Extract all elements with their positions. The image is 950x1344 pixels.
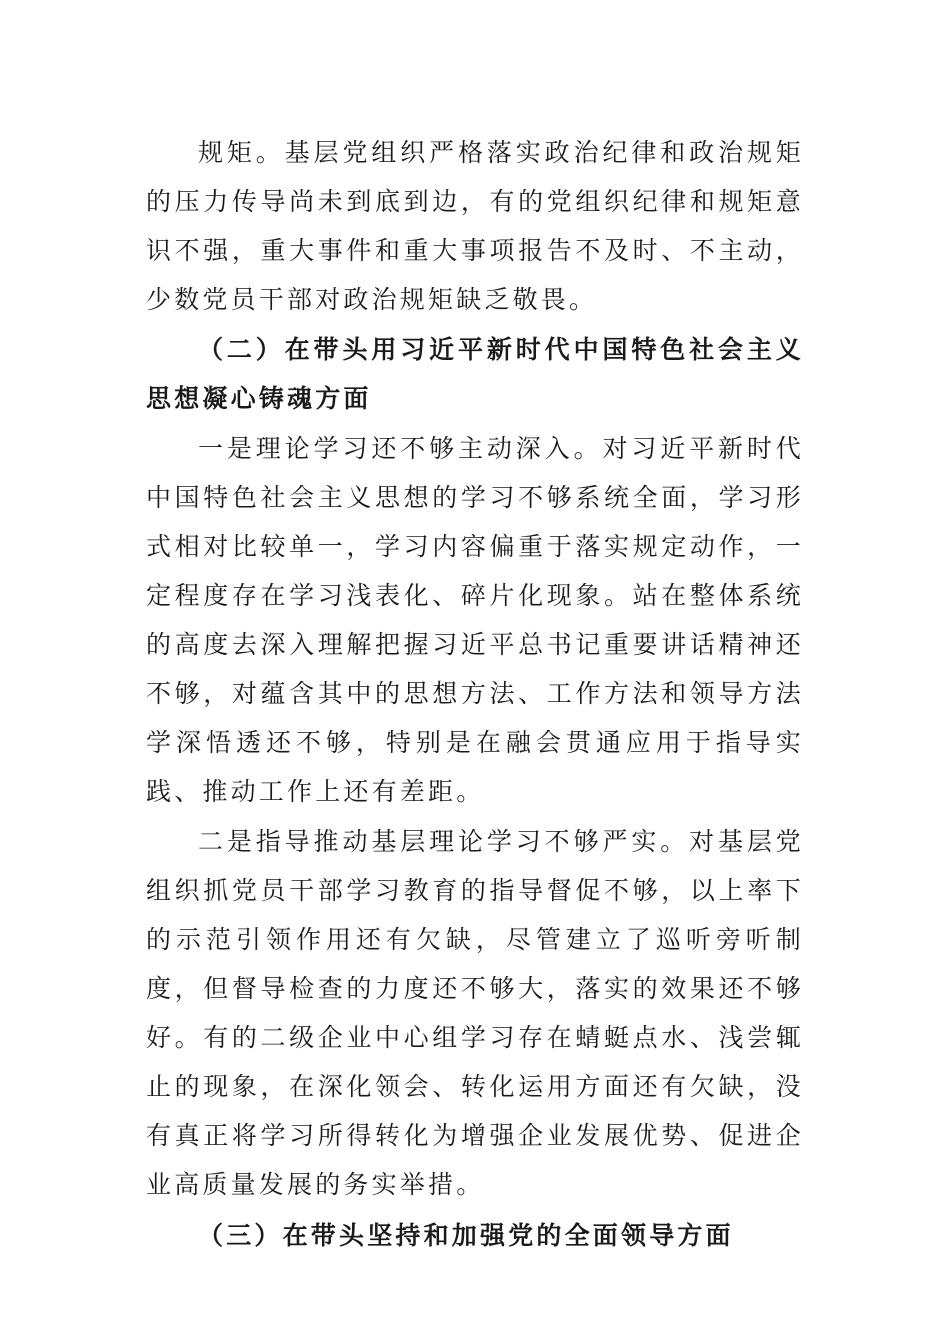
document-page xyxy=(146,128,804,1260)
section-heading-2: （二）在带头用习近平新时代中国特色社会主义思想凝心铸魂方面 xyxy=(146,335,804,413)
paragraph-theory-study: 一是理论学习还不够主动深入。对习近平新时代中国特色社会主义思想的学习不够系统全面，学习形式相对比较单一，学习内容偏重于落实规定动作，一定程度存在学习浅表化、碎片化现象。站在整体系统的高度去深入理解把握习近平总书记重要讲话精神还不够，对蕴含其中的思想方法、工作方法和领导方法学深悟透还不够，特别是在融会贯通应用于指导实践、推动工作上还有差距。 xyxy=(146,434,804,806)
section-heading-3: （三）在带头坚持和加强党的全面领导方面 xyxy=(198,1221,734,1250)
paragraph-grassroots-study: 二是指导推动基层理论学习不够严实。对基层党组织抓党员干部学习教育的指导督促不够，以上率下的示范引领作用还有欠缺，尽管建立了巡听旁听制度，但督导检查的力度还不够大，落实的效果还不够好。有的二级企业中心组学习存在蜻蜓点水、浅尝辄止的现象，在深化领会、转化运用方面还有欠缺，没有真正将学习所得转化为增强企业发展优势、促进企业高质量发展的务实举措。 xyxy=(146,827,804,1199)
paragraph-continuation: 规矩。基层党组织严格落实政治纪律和政治规矩的压力传导尚未到底到边，有的党组织纪律和规矩意识不强，重大事件和重大事项报告不及时、不主动，少数党员干部对政治规矩缺乏敬畏。 xyxy=(146,138,804,314)
